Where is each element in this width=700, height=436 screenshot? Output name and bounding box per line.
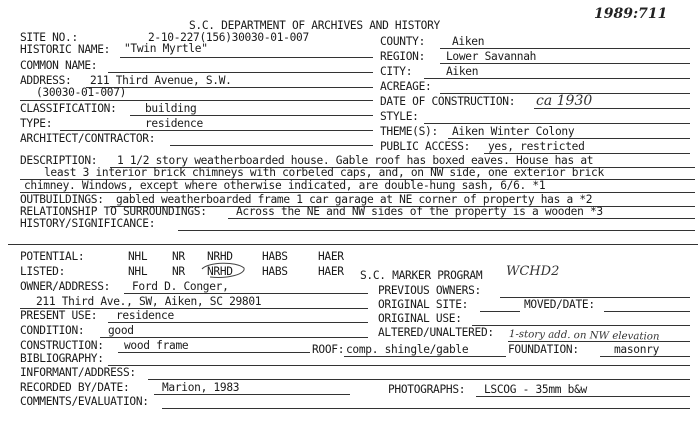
date-of-construction-line [534,108,690,109]
bibliography-line [108,365,690,366]
roof-line [344,356,506,357]
photographs-label: PHOTOGRAPHS: [388,383,466,396]
region-label: REGION: [380,50,426,63]
public-access-value: yes, restricted [488,140,585,153]
themes-line [448,138,690,139]
comments-label: COMMENTS/EVALUATION: [20,395,149,408]
city-value: Aiken [446,65,479,78]
description-line3: chimney. Windows, except where otherwise indicated, are double-hung sash, 6/6. *1 [24,179,546,192]
potential-label: POTENTIAL: [20,250,85,263]
listed-habs: HABS [262,265,288,278]
listed-label: LISTED: [20,265,66,278]
original-use-label: ORIGINAL USE: [378,312,462,325]
potential-habs: HABS [262,250,288,263]
relationship-label: RELATIONSHIP TO SURROUNDINGS: [20,205,207,218]
present-use-line [108,322,368,323]
informant-label: INFORMANT/ADDRESS: [20,366,136,379]
date-of-construction-label: DATE OF CONSTRUCTION: [380,95,516,108]
moved-date-line [604,311,690,312]
potential-haer: HAER [318,250,344,263]
classification-value: building [145,102,197,115]
owner-address-label: OWNER/ADDRESS: [20,280,111,293]
potential-nrhd: NRHD [207,250,233,263]
address-line [86,87,373,88]
date-of-construction-value: ca 1930 [536,93,593,109]
present-use-value: residence [116,309,174,322]
region-line [440,63,690,64]
common-name-label: COMMON NAME: [20,59,98,72]
county-line [440,48,690,49]
style-line [424,123,690,124]
city-label: CITY: [380,65,413,78]
present-use-label: PRESENT USE: [20,309,98,322]
recorded-line [154,394,350,395]
classification-label: CLASSIFICATION: [20,102,117,115]
comments-line [162,408,690,409]
county-label: COUNTY: [380,35,426,48]
section-divider [8,244,698,245]
history-line [178,230,695,231]
common-name-line [108,72,373,73]
type-label: TYPE: [20,117,53,130]
marker-program-label: S.C. MARKER PROGRAM [360,269,483,282]
themes-label: THEME(S): [380,125,438,138]
previous-owners-label: PREVIOUS OWNERS: [378,284,481,297]
potential-nr: NR [172,250,185,263]
owner-name-value: Ford D. Conger, [132,280,229,293]
condition-label: CONDITION: [20,324,85,337]
listed-nrhd: NRHD [207,265,233,278]
roof-value: comp. shingle/gable [346,343,469,356]
bibliography-label: BIBLIOGRAPHY: [20,352,104,365]
site-no-label: SITE NO.: [20,31,78,44]
original-use-line [472,325,690,326]
form-title: S.C. DEPARTMENT OF ARCHIVES AND HISTORY [189,19,440,32]
foundation-label: FOUNDATION: [508,343,579,356]
photographs-line [476,396,690,397]
owner-address-value: 211 Third Ave., SW, Aiken, SC 29801 [36,295,262,308]
outbuildings-value: gabled weatherboarded frame 1 car garage at NE corner of property has a *2 [116,193,593,206]
historic-name-label: HISTORIC NAME: [20,43,111,56]
listed-nhl: NHL [128,265,148,278]
type-line [60,130,373,131]
description-label: DESCRIPTION: [20,154,98,167]
address-label: ADDRESS: [20,74,72,87]
classification-line [130,115,373,116]
condition-value: good [108,324,134,337]
style-label: STYLE: [380,110,419,123]
original-site-line [480,311,520,312]
city-line [424,78,690,79]
owner-name-line [124,293,368,294]
listed-haer: HAER [318,265,344,278]
site-no-value: 2-10-227(156)30030-01-007 [148,31,309,44]
region-value: Lower Savannah [446,50,537,63]
description-line2: least 3 interior brick chimneys with corbeled caps, and, on NW side, one exterior brick [44,166,604,179]
historic-name-line [120,57,373,58]
description-line1: 1 1/2 story weatherboarded house. Gable roof has boxed eaves. House has at [117,154,594,167]
original-site-label: ORIGINAL SITE: [378,298,469,311]
historic-name-value: "Twin Myrtle" [124,42,208,55]
condition-line [100,337,368,338]
listed-nr: NR [172,265,185,278]
foundation-value: masonry [614,343,660,356]
informant-line [148,379,690,380]
history-label: HISTORY/SIGNIFICANCE: [20,217,156,230]
outbuildings-label: OUTBUILDINGS: [20,193,104,206]
recorded-label: RECORDED BY/DATE: [20,381,130,394]
recorded-value: Marion, 1983 [162,381,240,394]
architect-label: ARCHITECT/CONTRACTOR: [20,132,156,145]
address-line2-rule [20,100,373,101]
themes-value: Aiken Winter Colony [452,125,575,138]
construction-line [118,352,310,353]
address-line2: (30030-01-007) [36,86,127,99]
marker-program-note: WCHD2 [506,264,560,279]
altered-line [508,341,690,342]
acreage-label: ACREAGE: [380,80,432,93]
public-access-label: PUBLIC ACCESS: [380,140,471,153]
type-value: residence [145,117,203,130]
potential-nhl: NHL [128,250,148,263]
address-line1: 211 Third Avenue, S.W. [90,74,232,87]
moved-date-label: MOVED/DATE: [524,298,595,311]
roof-label: ROOF: [312,343,345,356]
construction-label: CONSTRUCTION: [20,339,104,352]
architect-line [170,145,373,146]
handwritten-id: 1989:711 [594,6,668,22]
construction-value: wood frame [124,339,189,352]
county-value: Aiken [452,35,485,48]
foundation-line [600,356,690,357]
altered-label: ALTERED/UNALTERED: [378,326,494,339]
relationship-value: Across the NE and NW sides of the property is a wooden *3 [236,205,603,218]
photographs-value: LSCOG - 35mm b&w [484,383,587,396]
altered-value: 1-story add. on NW elevation [508,329,660,343]
relationship-line [228,218,695,219]
